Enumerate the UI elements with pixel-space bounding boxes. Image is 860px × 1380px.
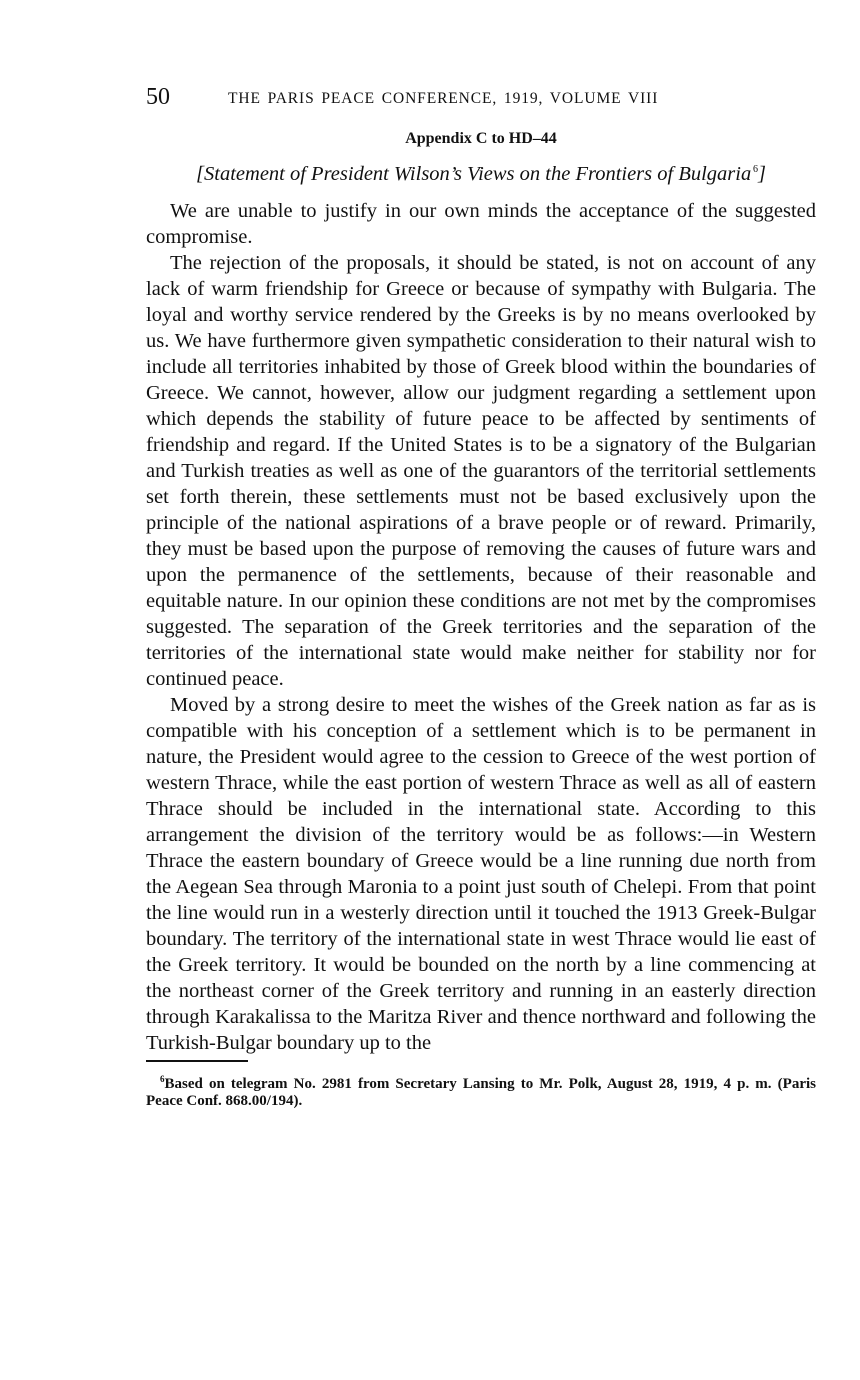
paragraph-3: Moved by a strong desire to meet the wishes of the Greek nation as far as is compatible with his conception of a settlement which is to be permanent in nature, the President would agree to the cession to Greece of the west portion of western Thrace, while the east portion of western Thrace as well as all of eastern Thrace should be included in the international state. According to this arrangement the division of the territory would be as follows:—in Western Thrace the eastern boundary of Greece would be a line running due north from the Aegean Sea through Maronia to a point just south of Chelepi. From that point the line would run in a westerly direction until it touched the 1913 Greek-Bulgar boundary. The territory of the international state in west Thrace would lie east of the Greek territory. It would be bounded on the north by a line commencing at the northeast corner of the Greek territory and running in an easterly direction through Karakalissa to the Maritza River and thence northward and following the Turkish-Bulgar boundary up to the: [146, 693, 816, 1054]
paragraph-1: We are unable to justify in our own minds the acceptance of the suggested compromise.: [146, 199, 816, 248]
appendix-heading: Appendix C to HD–44: [405, 130, 557, 147]
running-head: [146, 84, 816, 114]
footnote-text: Based on telegram No. 2981 from Secretary Lansing to Mr. Polk, August 28, 1919, 4 p. m. (Paris Peace Conf. 868.00/194).: [146, 1075, 816, 1109]
running-title: THE PARIS PEACE CONFERENCE, 1919, VOLUME VIII: [228, 90, 659, 107]
body-text: [146, 198, 816, 1056]
page-number: 50: [146, 84, 170, 110]
footnote-reference: 6: [752, 164, 758, 175]
footnote: [146, 1071, 816, 1110]
statement-title: [Statement of President Wilson’s Views on the Frontiers of Bulgaria: [196, 162, 752, 185]
paragraph-2: The rejection of the proposals, it should be stated, is not on account of any lack of warm friendship for Greece or because of sympathy with Bulgaria. The loyal and worthy service rendered by the Greeks is by no means overlooked by us. We have furthermore given sympathetic consideration to their natural wish to include all territories inhabited by those of Greek blood within the boundaries of Greece. We cannot, however, allow our judgment regarding a settlement upon which depends the stability of future peace to be affected by sentiments of friendship and regard. If the United States is to be a signatory of the Bulgarian and Turkish treaties as well as one of the guarantors of the territorial settlements set forth therein, these settlements must not be based exclusively upon the principle of the national aspirations of a brave people or of reward. Primarily, they must be based upon the purpose of removing the causes of future wars and upon the permanence of the settlements, because of their reasonable and equitable nature. In our opinion these conditions are not met by the compromises suggested. The separation of the Greek territories and the separation of the territories of the international state would make neither for stability nor for continued peace.: [146, 251, 816, 690]
footnote-divider: [146, 1060, 248, 1062]
statement-closing-bracket: ]: [757, 162, 766, 185]
document-page: [146, 84, 816, 1110]
footnote-marker: 6: [160, 1073, 165, 1084]
statement-heading: [146, 156, 816, 188]
